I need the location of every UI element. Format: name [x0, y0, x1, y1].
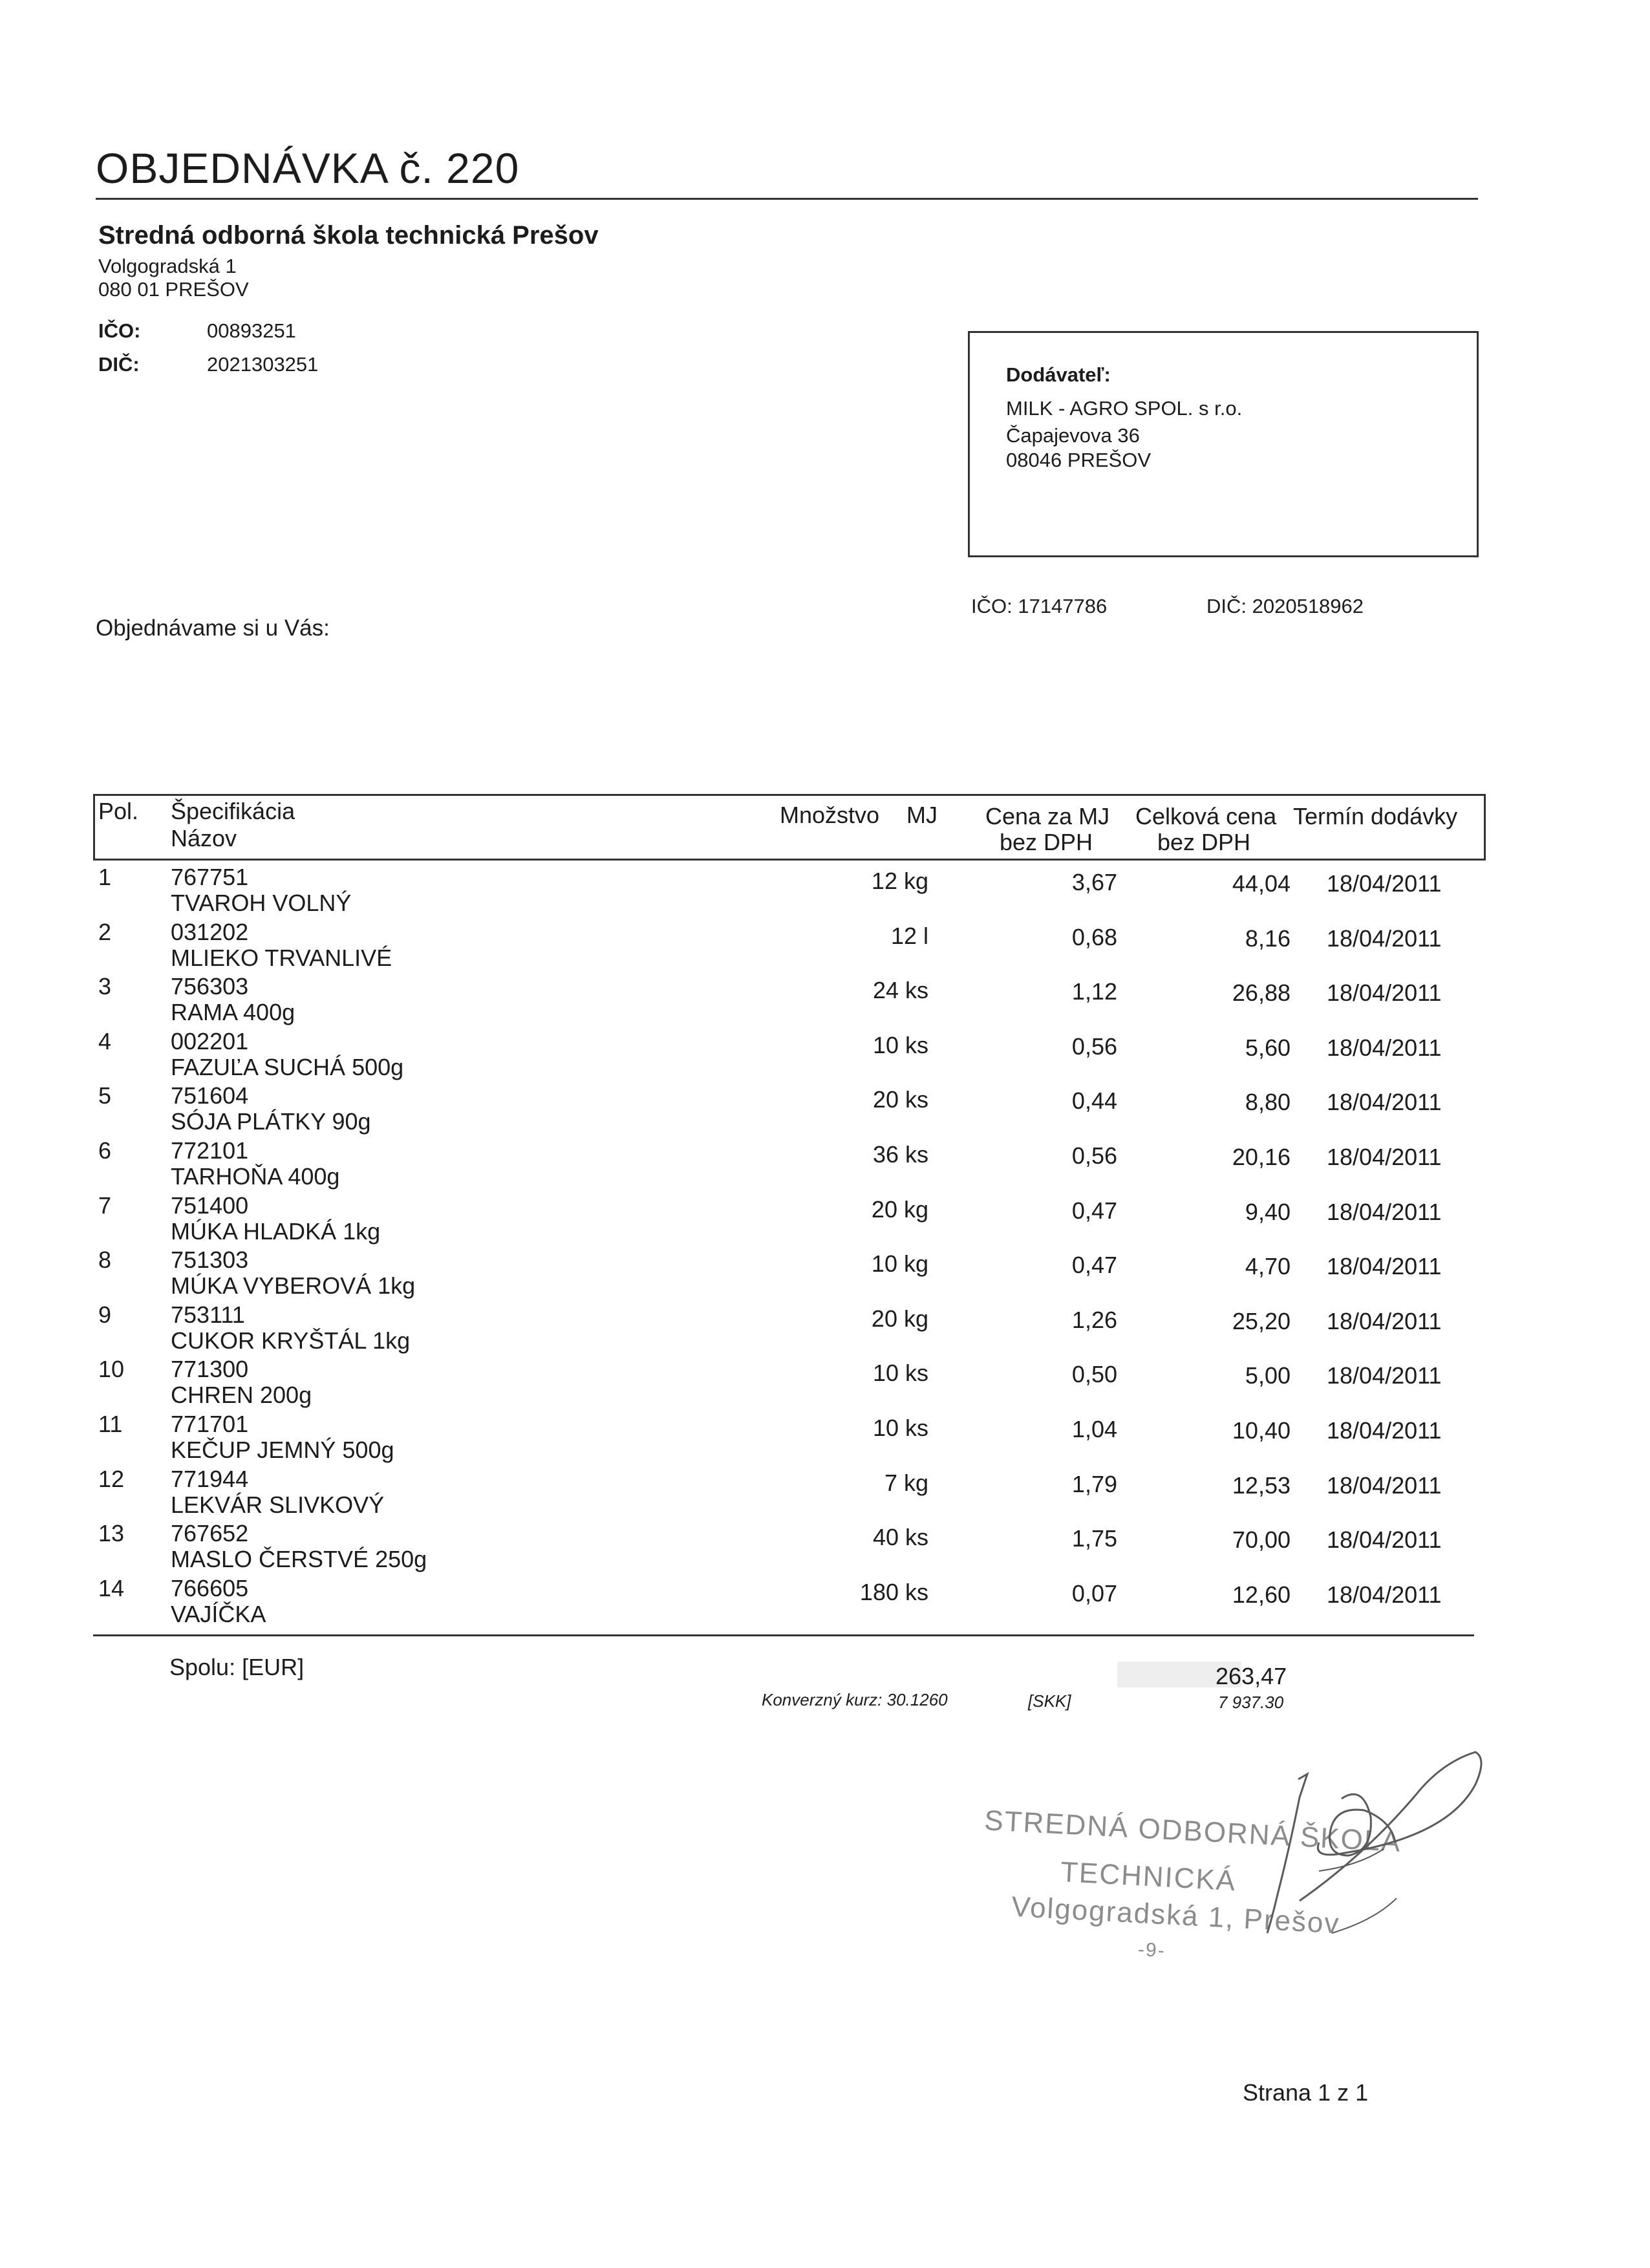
row-pol: 1 [98, 864, 112, 890]
row-unit-price: 1,26 [1071, 1306, 1117, 1333]
row-total: 4,70 [1245, 1253, 1291, 1280]
row-code: 766605 [171, 1574, 249, 1601]
buyer-name: Stredná odborná škola technická Prešov [98, 221, 599, 250]
row-code: 031202 [171, 918, 249, 945]
row-total: 26,88 [1232, 979, 1291, 1007]
row-quantity: 36 ks [872, 1141, 928, 1168]
row-delivery-date: 18/04/2011 [1327, 1526, 1442, 1554]
buyer-ico: 00893251 [207, 319, 296, 342]
row-pol: 8 [98, 1246, 112, 1274]
row-pol: 3 [98, 973, 112, 1000]
row-code: 767751 [171, 864, 249, 890]
row-total: 8,16 [1245, 925, 1291, 952]
supplier-heading: Dodávateľ: [1006, 363, 1111, 386]
row-unit-price: 3,67 [1071, 869, 1117, 895]
row-unit-price: 0,47 [1071, 1197, 1117, 1224]
row-unit-price: 0,68 [1071, 923, 1117, 950]
stamp-line-3: Volgogradská 1, Prešov [1011, 1890, 1341, 1940]
conversion-rate: Konverzný kurz: 30.1260 [762, 1690, 948, 1709]
row-pol: 12 [98, 1465, 125, 1492]
row-name: VAJÍČKA [171, 1600, 266, 1627]
row-code: 767652 [171, 1520, 249, 1547]
table-top-rule [93, 794, 1486, 796]
row-total: 9,40 [1245, 1198, 1291, 1225]
row-code: 753111 [171, 1301, 245, 1328]
row-code: 771701 [171, 1411, 249, 1437]
row-pol: 13 [98, 1520, 125, 1547]
row-unit-price: 1,04 [1071, 1416, 1117, 1442]
row-total: 8,80 [1245, 1089, 1291, 1116]
row-code: 756303 [171, 973, 249, 1000]
row-name: MLIEKO TRVANLIVÉ [171, 944, 392, 971]
row-unit-price: 0,56 [1071, 1142, 1117, 1169]
row-pol: 9 [98, 1301, 112, 1328]
row-quantity: 20 kg [871, 1305, 928, 1332]
row-quantity: 10 ks [872, 1415, 928, 1441]
row-code: 002201 [171, 1027, 249, 1054]
row-name: KEČUP JEMNÝ 500g [171, 1437, 394, 1463]
row-total: 20,16 [1232, 1144, 1291, 1170]
row-unit-price: 1,75 [1071, 1525, 1117, 1552]
row-delivery-date: 18/04/2011 [1327, 1089, 1442, 1116]
supplier-city: 08046 PREŠOV [1006, 449, 1152, 471]
supplier-ico: IČO: 17147786 [971, 595, 1108, 617]
row-pol: 11 [98, 1411, 123, 1437]
header-mnozstvo: Množstvo [780, 802, 880, 828]
row-delivery-date: 18/04/2011 [1327, 979, 1442, 1007]
header-spec: Špecifikácia [171, 798, 295, 824]
row-pol: 14 [98, 1574, 125, 1601]
row-unit-price: 1,12 [1071, 978, 1117, 1005]
row-name: TVAROH VOLNÝ [171, 890, 352, 916]
row-total: 5,60 [1245, 1034, 1291, 1061]
row-name: TARHOŇA 400g [171, 1163, 340, 1190]
skk-label: [SKK] [1028, 1691, 1071, 1711]
row-code: 771300 [171, 1356, 249, 1383]
row-name: SÓJA PLÁTKY 90g [171, 1108, 371, 1135]
row-pol: 6 [98, 1137, 112, 1164]
row-delivery-date: 18/04/2011 [1327, 1417, 1442, 1444]
row-code: 751604 [171, 1082, 249, 1109]
row-pol: 5 [98, 1082, 112, 1109]
row-code: 771944 [171, 1465, 249, 1492]
row-pol: 10 [98, 1356, 125, 1383]
row-delivery-date: 18/04/2011 [1327, 1362, 1442, 1389]
stamp-line-4: -9- [1137, 1938, 1166, 1962]
total-skk: 7 937.30 [1218, 1693, 1284, 1712]
header-cena: Cena za MJ [985, 803, 1110, 829]
signature-mark [1222, 1739, 1494, 1952]
row-code: 772101 [171, 1137, 249, 1164]
row-delivery-date: 18/04/2011 [1327, 925, 1442, 952]
row-name: LEKVÁR SLIVKOVÝ [171, 1491, 385, 1518]
row-delivery-date: 18/04/2011 [1327, 870, 1442, 897]
header-pol: Pol. [98, 798, 139, 824]
supplier-name: MILK - AGRO SPOL. s r.o. [1006, 397, 1243, 420]
header-nazov: Názov [171, 825, 237, 851]
buyer-dic-label: DIČ: [98, 353, 140, 376]
row-pol: 2 [98, 918, 112, 945]
header-celkova-bezdph: bez DPH [1157, 829, 1251, 855]
row-delivery-date: 18/04/2011 [1327, 1198, 1442, 1225]
order-intro: Objednávame si u Vás: [96, 615, 330, 641]
row-unit-price: 0,47 [1071, 1252, 1117, 1279]
table-right-border [1484, 794, 1486, 861]
total-label: Spolu: [EUR] [169, 1654, 305, 1680]
row-name: MASLO ČERSTVÉ 250g [171, 1546, 427, 1573]
row-code: 751400 [171, 1192, 249, 1219]
row-quantity: 7 kg [884, 1469, 928, 1496]
row-name: MÚKA HLADKÁ 1kg [171, 1217, 381, 1245]
row-delivery-date: 18/04/2011 [1327, 1253, 1442, 1280]
row-delivery-date: 18/04/2011 [1327, 1471, 1442, 1499]
row-delivery-date: 18/04/2011 [1327, 1581, 1442, 1608]
row-quantity: 20 kg [871, 1195, 928, 1223]
row-total: 25,20 [1232, 1307, 1291, 1334]
row-quantity: 10 ks [872, 1360, 928, 1387]
row-total: 44,04 [1232, 870, 1291, 897]
row-code: 751303 [171, 1246, 249, 1274]
row-unit-price: 0,44 [1071, 1087, 1117, 1115]
row-quantity: 40 ks [872, 1524, 928, 1551]
row-delivery-date: 18/04/2011 [1327, 1307, 1442, 1334]
row-total: 12,53 [1232, 1471, 1291, 1499]
table-header-bottom-rule [93, 859, 1486, 861]
total-eur: 263,47 [1216, 1663, 1287, 1689]
header-cena-bezdph: bez DPH [1000, 829, 1093, 855]
row-name: RAMA 400g [171, 999, 295, 1026]
row-name: CHREN 200g [171, 1382, 312, 1409]
row-unit-price: 0,07 [1071, 1579, 1117, 1607]
row-unit-price: 0,50 [1071, 1361, 1117, 1388]
buyer-ico-label: IČO: [98, 319, 141, 342]
row-total: 5,00 [1245, 1362, 1291, 1389]
row-delivery-date: 18/04/2011 [1327, 1034, 1442, 1061]
header-termin: Termín dodávky [1293, 803, 1458, 829]
buyer-dic: 2021303251 [207, 353, 319, 376]
table-bottom-rule [93, 1634, 1474, 1636]
title-divider [96, 198, 1478, 200]
stamp-line-1: STREDNÁ ODBORNÁ ŠKOLA [983, 1804, 1402, 1858]
row-unit-price: 0,56 [1071, 1032, 1117, 1060]
row-total: 12,60 [1232, 1581, 1291, 1608]
buyer-street: Volgogradská 1 [98, 255, 237, 277]
row-quantity: 12 kg [871, 868, 928, 894]
row-quantity: 24 ks [872, 977, 928, 1004]
row-quantity: 10 kg [871, 1250, 928, 1278]
document-title: OBJEDNÁVKA č. 220 [96, 144, 520, 192]
row-unit-price: 1,79 [1071, 1470, 1117, 1497]
table-left-border [93, 794, 95, 861]
row-name: FAZUĽA SUCHÁ 500g [171, 1053, 404, 1080]
supplier-dic: DIČ: 2020518962 [1206, 595, 1364, 617]
row-quantity: 20 ks [872, 1086, 928, 1113]
row-quantity: 10 ks [872, 1031, 928, 1058]
row-total: 10,40 [1232, 1417, 1291, 1444]
page-number: Strana 1 z 1 [1243, 2079, 1369, 2106]
row-total: 70,00 [1232, 1526, 1291, 1554]
row-pol: 4 [98, 1027, 112, 1054]
row-name: MÚKA VYBEROVÁ 1kg [171, 1272, 416, 1300]
buyer-city: 080 01 PREŠOV [98, 278, 249, 301]
row-name: CUKOR KRYŠTÁL 1kg [171, 1327, 411, 1354]
stamp-line-2: TECHNICKÁ [1059, 1856, 1238, 1898]
supplier-street: Čapajevova 36 [1006, 424, 1140, 447]
header-mj: MJ [906, 802, 938, 828]
row-pol: 7 [98, 1192, 112, 1219]
row-quantity: 180 ks [859, 1578, 928, 1605]
row-delivery-date: 18/04/2011 [1327, 1144, 1442, 1170]
row-quantity: 12 l [890, 922, 928, 949]
header-celkova: Celková cena [1135, 803, 1277, 829]
